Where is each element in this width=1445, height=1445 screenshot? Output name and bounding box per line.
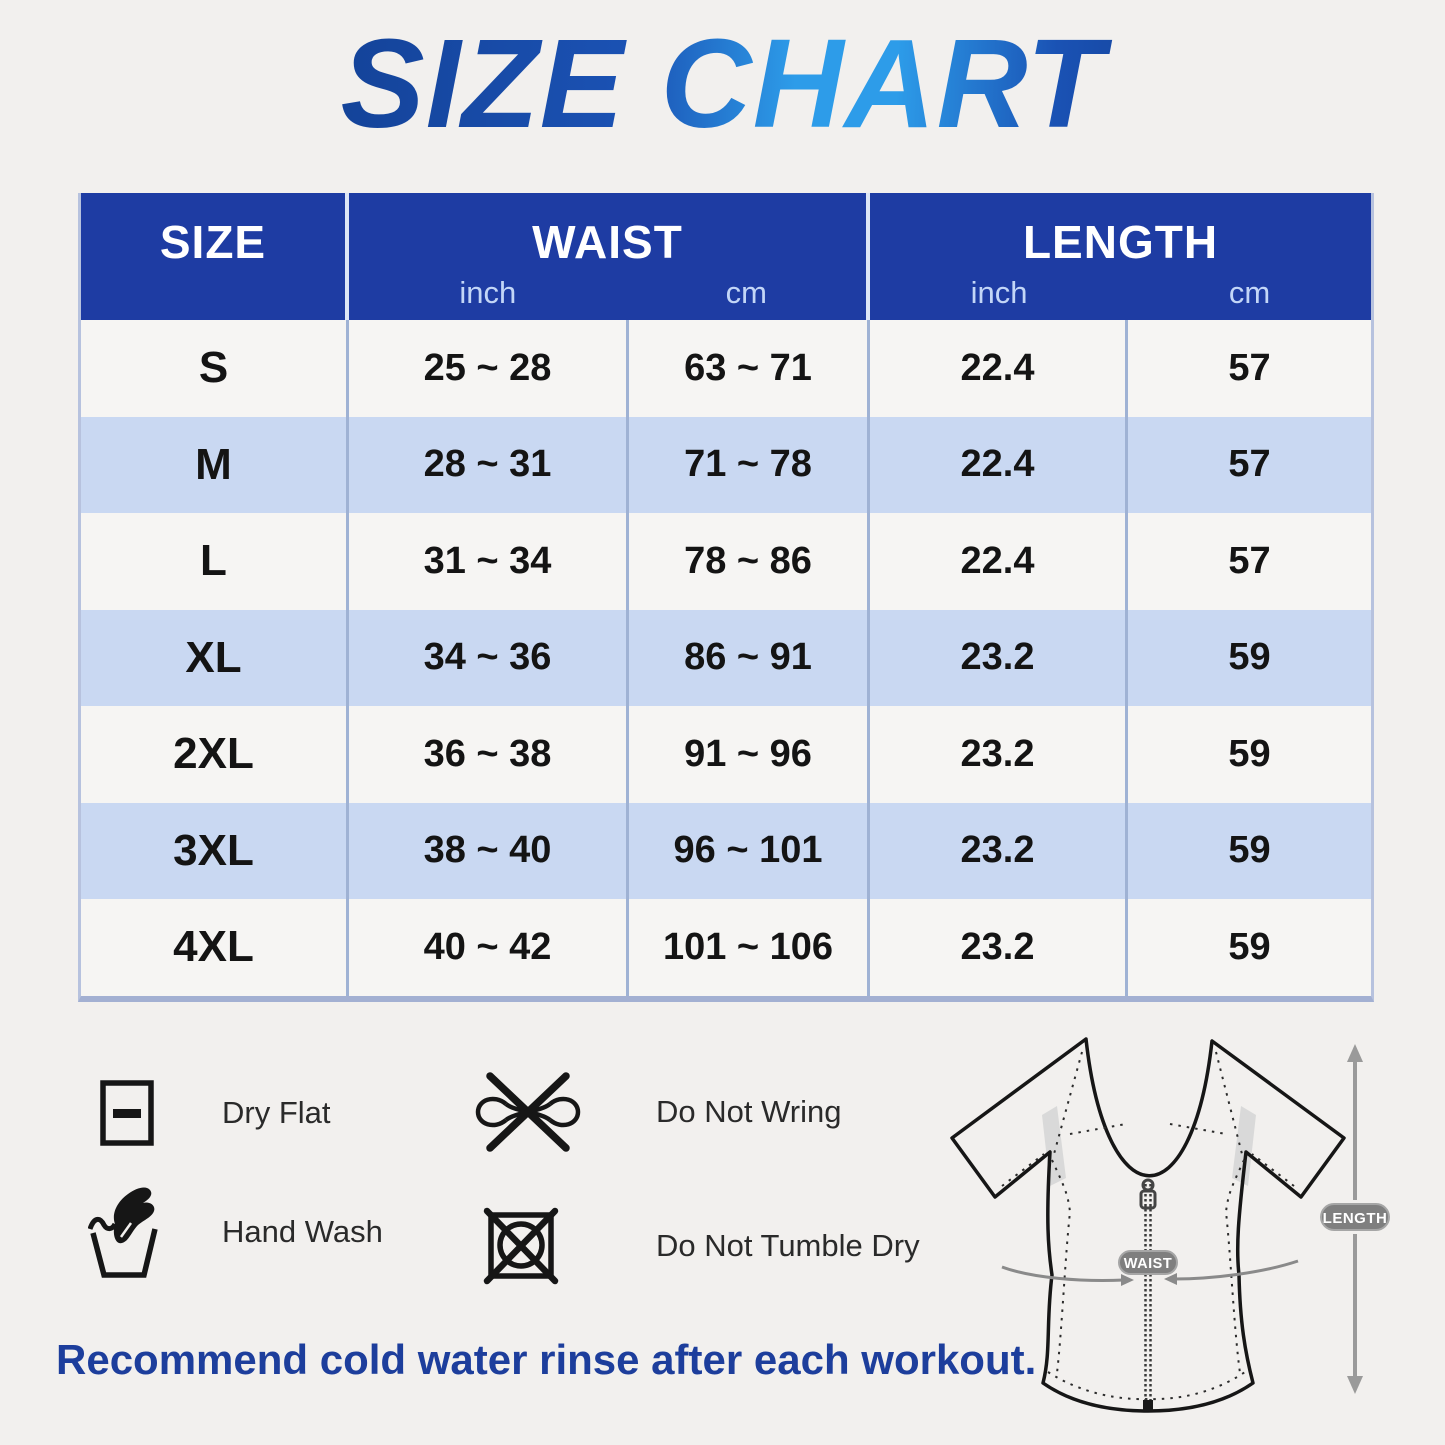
cell-waist-cm: 101 ~ 106 — [629, 899, 870, 996]
cell-waist-cm: 78 ~ 86 — [629, 513, 870, 610]
care-item-do-not-wring — [472, 1066, 842, 1158]
length-badge-label: LENGTH — [1322, 1210, 1388, 1227]
page-title: SIZE CHART — [0, 16, 1445, 152]
cell-waist-inch: 28 ~ 31 — [349, 417, 629, 514]
waist-badge-label: WAIST — [1123, 1256, 1173, 1272]
cell-waist-cm: 63 ~ 71 — [629, 320, 870, 417]
cell-length-cm: 57 — [1228, 443, 1271, 486]
care-item-hand-wash — [88, 1183, 383, 1281]
cell-size: XL — [81, 610, 349, 707]
table-header-row — [81, 193, 1371, 320]
cell-length-cm: 59 — [1228, 636, 1271, 679]
zipper — [1141, 1180, 1155, 1411]
hand-wash-icon — [88, 1183, 222, 1281]
cell-length-inch: 23.2 — [870, 706, 1128, 803]
cell-length-cm: 59 — [1228, 732, 1271, 775]
cell-waist-inch: 36 ~ 38 — [349, 706, 629, 803]
length-unit-cm: cm — [1228, 275, 1271, 310]
length-unit-inch: inch — [970, 275, 1028, 310]
table-row-l — [81, 513, 1371, 610]
dry-flat-icon — [100, 1080, 222, 1146]
table-row-s — [81, 320, 1371, 417]
table-row-xl — [81, 610, 1371, 707]
length-header-units — [870, 271, 1371, 315]
care-item-dry-flat — [100, 1080, 331, 1146]
cell-length-inch: 22.4 — [870, 320, 1128, 417]
table-body — [81, 320, 1371, 996]
cell-length-inch: 22.4 — [870, 417, 1128, 514]
cell-size: L — [81, 513, 349, 610]
cell-waist-inch: 40 ~ 42 — [349, 899, 629, 996]
cell-waist-inch: 34 ~ 36 — [349, 610, 629, 707]
waist-unit-cm: cm — [725, 275, 767, 310]
table-row-m — [81, 417, 1371, 514]
length-header-label: LENGTH — [1022, 216, 1219, 268]
care-item-do-not-tumble-dry — [482, 1204, 920, 1288]
cell-length-cm: 57 — [1228, 346, 1271, 389]
size-header-label: SIZE — [159, 216, 267, 268]
care-label: Do Not Tumble Dry — [656, 1228, 920, 1263]
cell-length-cm: 59 — [1228, 829, 1271, 872]
table-row-2xl — [81, 706, 1371, 803]
cell-waist-inch: 38 ~ 40 — [349, 803, 629, 900]
cell-length-cm: 59 — [1228, 925, 1271, 968]
table-row-3xl — [81, 803, 1371, 900]
waist-unit-inch: inch — [459, 275, 517, 310]
column-header-length — [870, 193, 1371, 320]
left-side-panel — [1042, 1106, 1066, 1186]
cell-length-inch: 23.2 — [870, 803, 1128, 900]
table-row-4xl — [81, 899, 1371, 996]
waist-header-units — [349, 271, 866, 315]
cell-waist-inch: 25 ~ 28 — [349, 320, 629, 417]
do-not-wring-icon — [472, 1066, 656, 1158]
care-label: Dry Flat — [222, 1095, 331, 1130]
waist-badge — [1119, 1251, 1177, 1274]
cell-size: 2XL — [81, 706, 349, 803]
cell-size: S — [81, 320, 349, 417]
cell-waist-cm: 71 ~ 78 — [629, 417, 870, 514]
length-badge — [1321, 1204, 1389, 1230]
column-header-waist — [349, 193, 870, 320]
waist-header-label: WAIST — [532, 216, 683, 268]
do-not-tumble-dry-icon — [482, 1204, 656, 1288]
cell-waist-cm: 86 ~ 91 — [629, 610, 870, 707]
size-chart-table — [78, 193, 1374, 1002]
cell-length-inch: 23.2 — [870, 899, 1128, 996]
column-header-size — [81, 193, 349, 320]
care-label: Do Not Wring — [656, 1094, 842, 1129]
footer-note: Recommend cold water rinse after each workout. — [56, 1336, 1037, 1383]
cell-length-inch: 23.2 — [870, 610, 1128, 707]
cell-length-cm: 57 — [1228, 539, 1271, 582]
size-header-units-spacer — [81, 271, 345, 315]
care-label: Hand Wash — [222, 1214, 383, 1249]
cell-waist-inch: 31 ~ 34 — [349, 513, 629, 610]
cell-waist-cm: 96 ~ 101 — [629, 803, 870, 900]
cell-waist-cm: 91 ~ 96 — [629, 706, 870, 803]
cell-size: 3XL — [81, 803, 349, 900]
cell-length-inch: 22.4 — [870, 513, 1128, 610]
cell-size: 4XL — [81, 899, 349, 996]
cell-size: M — [81, 417, 349, 514]
